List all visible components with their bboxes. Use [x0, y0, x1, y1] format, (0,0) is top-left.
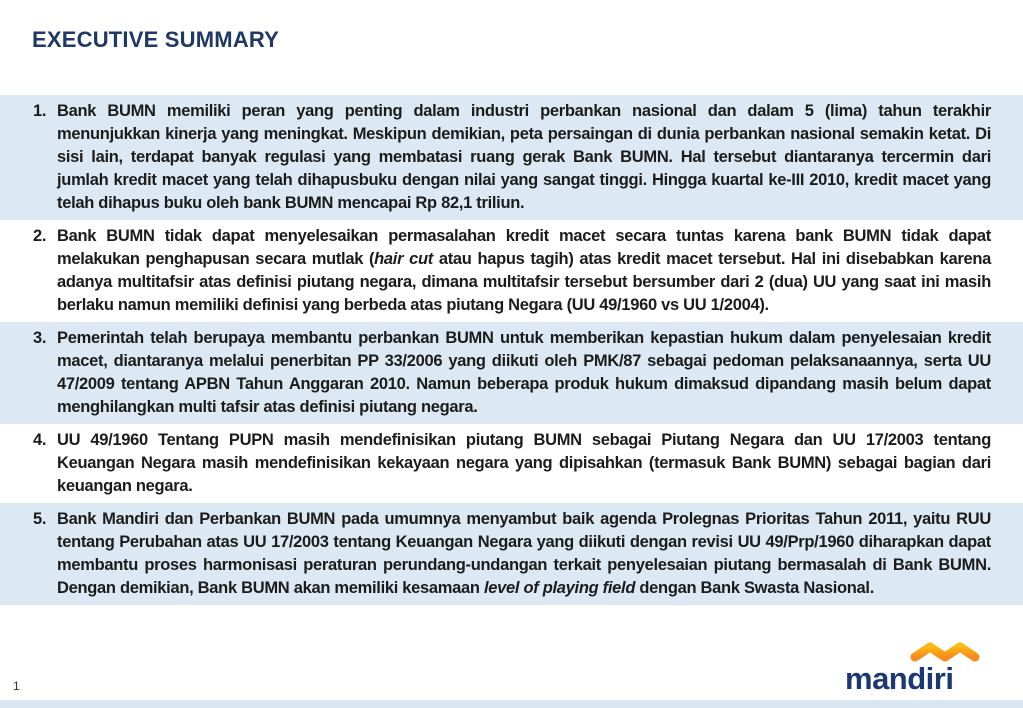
page-title: EXECUTIVE SUMMARY [32, 27, 280, 52]
item-text-segment: atau hapus tagih) atas kredit macet tersebut. Hal ini disebabkan karena adanya multitafsir atas definisi piutang negara, dimana multitafsir tersebut bersumber dari 2 (dua) UU yang saat ini masih berlaku namun memiliki definisi yang berbeda atas piutang Negara (UU 49/1960 vs UU 1/2004). [57, 250, 991, 314]
item-text-segment: Pemerintah telah berupaya membantu perbankan BUMN untuk memberikan kepastian hukum dalam penyelesaian kredit macet, diantaranya melalui penerbitan PP 33/2006 yang diikuti oleh PMK/87 sebagai pedoman pelaksanaannya, serta UU 47/2009 tentang APBN Tahun Anggaran 2010. Namun beberapa produk hukum dimaksud dipandang masih belum dapat menghilangkan multi tafsir atas definisi piutang negara. [57, 329, 991, 416]
summary-item-3 [0, 322, 1023, 424]
item-text-segment: dengan Bank Swasta Nasional. [635, 579, 874, 597]
item-text-segment: Bank BUMN memiliki peran yang penting dalam industri perbankan nasional dan dalam 5 (lima) tahun terakhir menunjukkan kinerja yang meningkat. Meskipun demikian, peta persaingan di dunia perbankan nasional semakin ketat. Di sisi lain, terdapat banyak regulasi yang membatasi ruang gerak Bank BUMN. Hal tersebut diantaranya tercermin dari jumlah kredit macet yang telah dihapusbuku dengan nilai yang sangat tinggi. Hingga kuartal ke-III 2010, kredit macet yang telah dihapus buku oleh bank BUMN mencapai Rp 82,1 triliun. [57, 102, 991, 212]
item-number: 2. [33, 227, 47, 245]
footer-strip [0, 700, 1023, 708]
item-text-segment-italic: level of playing field [484, 579, 636, 597]
item-number: 3. [33, 329, 47, 347]
logo-wave-icon [909, 641, 985, 663]
summary-item-2 [0, 220, 1023, 322]
item-text-segment: UU 49/1960 Tentang PUPN masih mendefinisikan piutang BUMN sebagai Piutang Negara dan UU 17/2003 tentang Keuangan Negara masih mendefinisikan kekayaan negara yang dipisahkan (termasuk Bank BUMN) sebagai bagian dari keuangan negara. [57, 431, 991, 495]
summary-item-4 [0, 424, 1023, 503]
mandiri-logo [845, 643, 985, 695]
item-text [57, 508, 991, 600]
summary-list [0, 95, 1023, 605]
item-number: 4. [33, 431, 47, 449]
item-text-segment: Bank Mandiri dan Perbankan BUMN pada umumnya menyambut baik agenda Prolegnas Prioritas Tahun 2011, yaitu RUU tentang Perubahan atas UU 17/2003 tentang Keuangan Negara yang diikuti dengan revisi UU 49/Prp/1960 diharapkan dapat membantu proses harmonisasi peraturan perundang-undangan terkait penyelesaian piutang bermasalah di Bank BUMN. Dengan demikian, Bank BUMN akan memiliki kesamaan [57, 510, 991, 597]
item-text [57, 327, 991, 419]
item-number: 1. [33, 102, 47, 120]
item-number: 5. [33, 510, 47, 528]
item-text [57, 100, 991, 215]
logo-text: mandiri [845, 661, 954, 696]
page-number: 1 [13, 679, 20, 693]
item-text-segment: Bank BUMN tidak dapat menyelesaikan permasalahan kredit macet secara tuntas karena bank BUMN tidak dapat melakukan penghapusan secara mutlak ( [57, 227, 991, 268]
item-text [57, 429, 991, 498]
item-text-segment-italic: hair cut [374, 250, 433, 268]
summary-item-5 [0, 503, 1023, 605]
summary-item-1 [0, 95, 1023, 220]
item-text [57, 225, 991, 317]
